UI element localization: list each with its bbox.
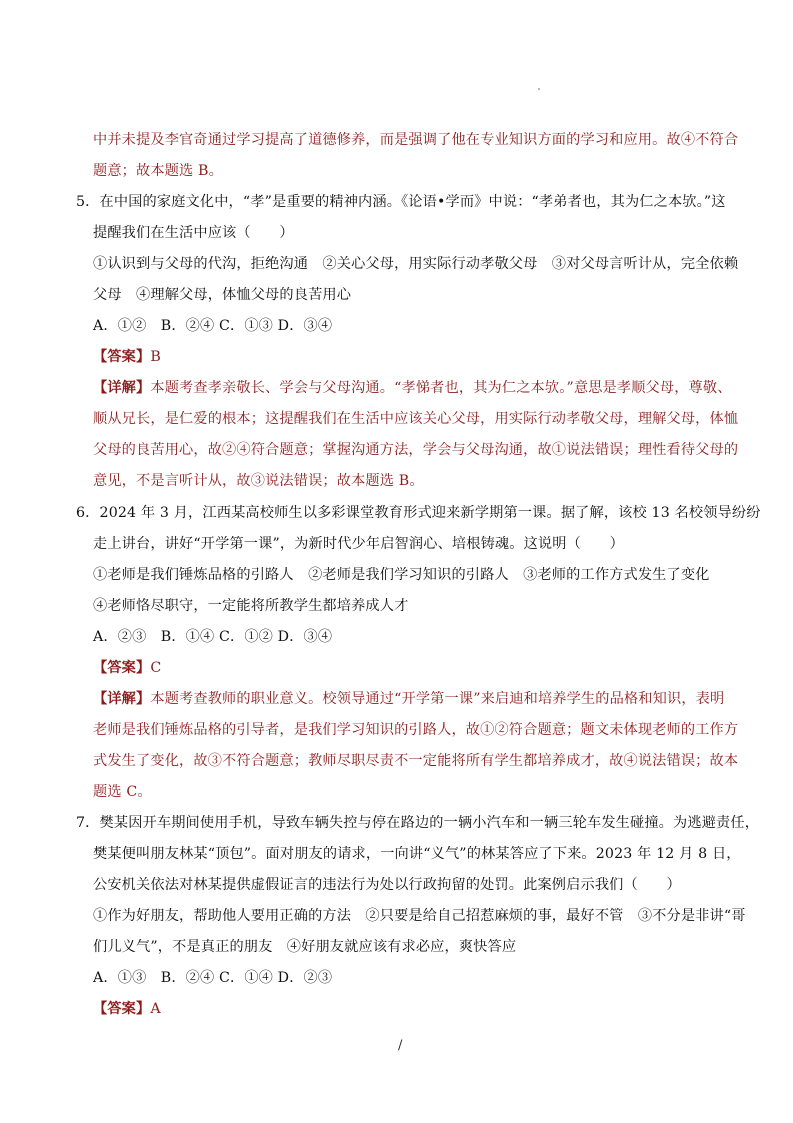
text-line: 题意；故本题选 B。 [93,163,223,179]
question-7-line: 7．樊某因开车期间使用手机，导致车辆失控与停在路边的一辆小汽车和一辆三轮车发生碰撞。为逃避责任， [76,815,760,831]
question-6-explanation [93,689,724,709]
answer-tag: 【答案】 [93,660,151,676]
question-5-line: 5．在中国的家庭文化中，“孝”是重要的精神内涵。《论语•学而》中说：“孝弟者也，其为仁之本欤。”这 [76,194,726,210]
question-7-line: 公安机关依法对林某提供虚假证言的违法行为处以行政拘留的处罚。此案例启示我们（ ） [93,877,681,893]
page-footer-mark: / [398,1038,403,1053]
question-6-explanation-line: 式发生了变化，故③不符合题意；教师尽职尽责不一定能将所有学生都培养成才，故④说法错误；故本 [93,753,739,769]
question-5-option-line: ①认识到与父母的代沟，拒绝沟通 ②关心父母，用实际行动孝敬父母 ③对父母言听计从，完全依赖 [93,256,739,272]
question-7-line: 樊某便叫朋友林某“顶包”。面对朋友的请求，一向讲“义气”的林某答应了下来。2023 年 12 月 8 日， [93,846,741,862]
answer-value: B [150,349,161,365]
explanation-tag: 【详解】 [93,691,151,707]
question-6-explanation-line: 老师是我们锤炼品格的引导者，是我们学习知识的引路人，故①②符合题意；题文未体现老师的工作方 [93,722,739,738]
explanation-tag: 【详解】 [93,380,151,396]
question-5-answer [93,347,161,367]
explanation-text: 本题考查孝亲敬长、学会与父母沟通。“孝悌者也，其为仁之本欤。”意思是孝顺父母，尊敬、 [150,380,732,396]
question-7-choices: A．①③ B．②④ C．①④ D．②③ [93,970,333,986]
question-7-answer [93,999,161,1019]
answer-value: C [150,660,162,676]
question-7-option-line: ①作为好朋友，帮助他人要用正确的方法 ②只要是给自己招惹麻烦的事，最好不管 ③不分是非讲“哥 [93,908,746,924]
answer-tag: 【答案】 [93,349,151,365]
question-5-option-line: 父母 ④理解父母，体恤父母的良苦用心 [93,287,352,303]
answer-tag: 【答案】 [93,1001,151,1017]
question-5-choices: A．①② B．②④ C．①③ D．③④ [93,318,333,334]
question-7-option-line: 们儿义气”，不是真正的朋友 ④好朋友就应该有求必应，爽快答应 [93,939,517,955]
question-6-choices: A．②③ B．①④ C．①② D．③④ [93,629,333,645]
question-5-line: 提醒我们在生活中应该（ ） [93,225,294,241]
scan-speck [538,88,540,90]
question-6-answer [93,658,161,678]
question-5-explanation [93,378,732,398]
question-6-line: 走上讲台，讲好“开学第一课”，为新时代少年启智润心、培根铸魂。这说明（ ） [93,536,624,552]
question-6-explanation-line: 题选 C。 [93,784,152,800]
explanation-text: 本题考查教师的职业意义。校领导通过“开学第一课”来启迪和培养学生的品格和知识，表明 [150,691,725,707]
text-line: 中并未提及李官奇通过学习提高了道德修养，而是强调了他在专业知识方面的学习和应用。故④不符合 [93,132,739,148]
question-6-option-line: ①老师是我们锤炼品格的引路人 ②老师是我们学习知识的引路人 ③老师的工作方式发生了变化 [93,567,710,583]
question-5-explanation-line: 顺从兄长，是仁爱的根本；这提醒我们在生活中应该关心父母，用实际行动孝敬父母，理解父母，体恤 [93,411,739,427]
question-6-line: 6．2024 年 3 月，江西某高校师生以多彩课堂教育形式迎来新学期第一课。据了解，该校 13 名校领导纷纷 [76,505,761,521]
question-5-explanation-line: 父母的良苦用心，故②④符合题意；掌握沟通方法，学会与父母沟通，故①说法错误；理性看待父母的 [93,442,739,458]
question-6-option-line: ④老师恪尽职守，一定能将所教学生都培养成人才 [93,598,409,614]
question-5-explanation-line: 意见，不是言听计从，故③说法错误；故本题选 B。 [93,473,424,489]
answer-value: A [150,1001,161,1017]
